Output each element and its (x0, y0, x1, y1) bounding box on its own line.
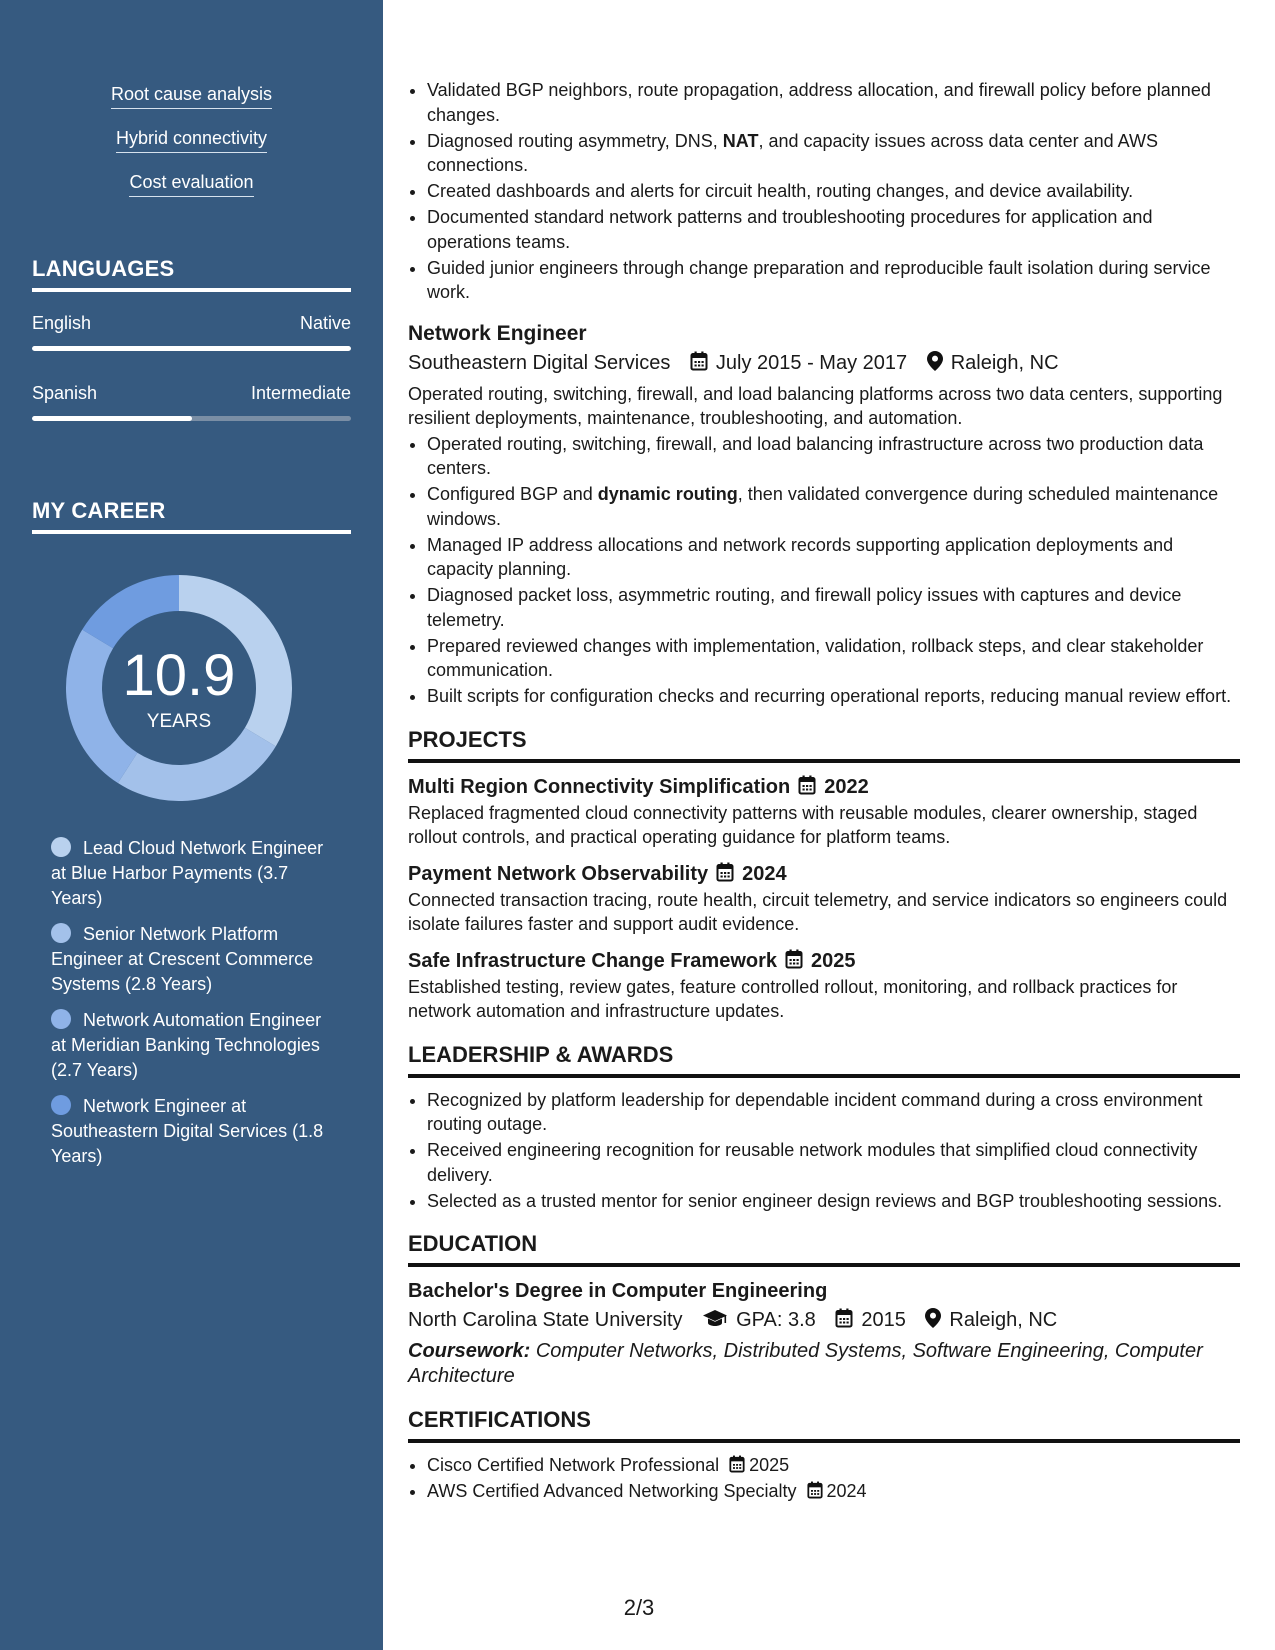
legend-dot (51, 1009, 71, 1029)
calendar-icon (716, 862, 734, 882)
bullet-item: • Configured BGP and dynamic routing, then validated convergence during scheduled maintenance windows. (427, 482, 1240, 531)
career-unit: YEARS (146, 711, 212, 732)
project-year-wrap (716, 863, 787, 885)
education-gpa: GPA: 3.8 (736, 1309, 816, 1331)
calendar-icon (690, 351, 708, 371)
career-total: 10.9 (122, 643, 236, 708)
calendar-icon (798, 775, 816, 795)
certification-year-wrap (807, 1481, 867, 1501)
role-meta (408, 348, 1240, 378)
education-location: Raleigh, NC (949, 1309, 1058, 1331)
career-text: Senior Network Platform Engineer at Crescent Commerce Systems (2.8 Years) (51, 924, 314, 994)
emphasis-text: dynamic routing (597, 484, 738, 504)
bullet-item: • Guided junior engineers through change preparation and reproducible fault isolation during service work. (427, 256, 1240, 305)
bullet-item: • Prepared reviewed changes with implementation, validation, rollback steps, and clear stakeholder communication. (427, 634, 1240, 683)
skill-item: Hybrid connectivity (116, 128, 267, 153)
language-bar-fill (32, 346, 351, 351)
calendar-icon (729, 1455, 745, 1473)
language-bar (32, 346, 351, 351)
language-level: Intermediate (250, 383, 351, 403)
coursework-label: Coursework: (408, 1340, 531, 1362)
language-bar (32, 416, 351, 421)
career-list (51, 836, 341, 1180)
education-meta (408, 1305, 1240, 1335)
project-year-wrap (798, 776, 869, 798)
calendar-icon (807, 1481, 823, 1499)
project-title: Payment Network Observability (408, 862, 709, 885)
career-text: Lead Cloud Network Engineer at Blue Harbor Payments (3.7 Years) (51, 838, 324, 908)
bullet-item: • Built scripts for configuration checks and recurring operational reports, reducing manual review effort. (427, 684, 1240, 709)
project-item (408, 860, 1240, 937)
location-pin-icon (925, 1308, 941, 1328)
certification-year-wrap (729, 1455, 789, 1475)
donut-segment (118, 728, 276, 801)
award-item: • Recognized by platform leadership for dependable incident command during a cross environment routing outage. (427, 1088, 1240, 1137)
bullet-item: • Diagnosed routing asymmetry, DNS, NAT, and capacity issues across data center and AWS connections. (427, 129, 1240, 178)
coursework-list: Computer Networks, Distributed Systems, Software Engineering, Computer Architecture (408, 1340, 1203, 1387)
career-item (51, 1094, 341, 1169)
education-degree: Bachelor's Degree in Computer Engineering (408, 1280, 828, 1302)
role-dates: July 2015 - May 2017 (715, 351, 908, 374)
graduation-cap-icon (702, 1308, 728, 1328)
career-text: Network Engineer at Southeastern Digital Services (1.8 Years) (51, 1096, 324, 1166)
donut-segment (82, 575, 179, 648)
project-title-row (408, 947, 1240, 975)
certifications-heading: CERTIFICATIONS (408, 1406, 1240, 1443)
calendar-icon (785, 949, 803, 969)
project-item (408, 947, 1240, 1024)
skill-item: Cost evaluation (129, 172, 253, 197)
role-bullets (408, 432, 1240, 709)
bullet-item: • Created dashboards and alerts for circuit health, routing changes, and device availability. (427, 179, 1240, 204)
project-year: 2022 (824, 775, 869, 798)
education-heading: EDUCATION (408, 1230, 1240, 1267)
language-bar-fill (32, 416, 192, 421)
experience-bullets (408, 78, 1240, 305)
career-heading: MY CAREER (32, 498, 351, 534)
award-item: • Selected as a trusted mentor for senior engineer design reviews and BGP troubleshooting sessions. (427, 1189, 1240, 1214)
certifications-list (408, 1453, 1240, 1504)
location-pin-icon (927, 351, 943, 371)
education-coursework (408, 1339, 1240, 1389)
page-number: 2/3 (623, 1595, 655, 1620)
projects-heading: PROJECTS (408, 726, 1240, 763)
bullet-item: • Validated BGP neighbors, route propagation, address allocation, and firewall policy before planned changes. (427, 78, 1240, 127)
language-name: Spanish (32, 383, 98, 403)
career-item (51, 922, 341, 997)
certification-item (427, 1479, 1240, 1504)
career-text: Network Automation Engineer at Meridian Banking Technologies (2.7 Years) (51, 1010, 322, 1080)
legend-dot (51, 923, 71, 943)
role-title: Network Engineer (408, 321, 587, 345)
award-item: • Received engineering recognition for reusable network modules that simplified cloud connectivity delivery. (427, 1138, 1240, 1187)
education-year: 2015 (861, 1309, 906, 1331)
project-item (408, 773, 1240, 850)
awards-heading: LEADERSHIP & AWARDS (408, 1041, 1240, 1078)
project-title-row (408, 860, 1240, 888)
calendar-icon (835, 1308, 853, 1328)
legend-dot (51, 837, 71, 857)
awards-list (408, 1088, 1240, 1214)
role-location: Raleigh, NC (950, 351, 1059, 374)
main-content (408, 78, 1240, 1505)
language-level: Native (299, 313, 351, 333)
bullet-item: • Operated routing, switching, firewall, and load balancing infrastructure across two production data centers. (427, 432, 1240, 481)
project-title-row (408, 773, 1240, 801)
project-description: Connected transaction tracing, route health, circuit telemetry, and service indicators so engineers could isolate failures faster and support audit evidence. (408, 889, 1228, 934)
sidebar (0, 0, 383, 1650)
bullet-item: • Documented standard network patterns and troubleshooting procedures for application and operations teams. (427, 205, 1240, 254)
role-company: Southeastern Digital Services (408, 351, 671, 374)
certification-year: 2025 (749, 1455, 790, 1475)
project-title: Safe Infrastructure Change Framework (408, 949, 777, 972)
career-item (51, 1008, 341, 1083)
project-description: Established testing, review gates, feature controlled rollout, monitoring, and rollback practices for network automation and infrastructure updates. (408, 976, 1178, 1021)
skill-item: Root cause analysis (111, 84, 272, 109)
legend-dot (51, 1095, 71, 1115)
certification-name: AWS Certified Advanced Networking Specialty (427, 1481, 797, 1501)
project-title: Multi Region Connectivity Simplification (408, 775, 791, 798)
career-item (51, 836, 341, 911)
bullet-item: • Managed IP address allocations and network records supporting application deployments and capacity planning. (427, 533, 1240, 582)
project-year-wrap (785, 950, 856, 972)
languages-heading: LANGUAGES (32, 256, 351, 292)
career-donut-chart (66, 575, 292, 801)
certification-year: 2024 (826, 1481, 867, 1501)
language-name: English (32, 313, 92, 333)
bullet-item: • Diagnosed packet loss, asymmetric routing, and firewall policy issues with captures and device telemetry. (427, 583, 1240, 632)
skill-list (0, 84, 383, 216)
project-year: 2024 (742, 862, 787, 885)
education-school: North Carolina State University (408, 1309, 683, 1331)
project-year: 2025 (811, 949, 856, 972)
certification-item (427, 1453, 1240, 1478)
certification-name: Cisco Certified Network Professional (427, 1455, 720, 1475)
project-description: Replaced fragmented cloud connectivity patterns with reusable modules, clearer ownership, staged rollout controls, and practical operating guidance for platform teams. (408, 802, 1198, 847)
emphasis-text: NAT (722, 130, 759, 151)
role-summary: Operated routing, switching, firewall, and load balancing platforms across two data centers, supporting resilient deployments, maintenance, troubleshooting, and automation. (408, 383, 1223, 428)
